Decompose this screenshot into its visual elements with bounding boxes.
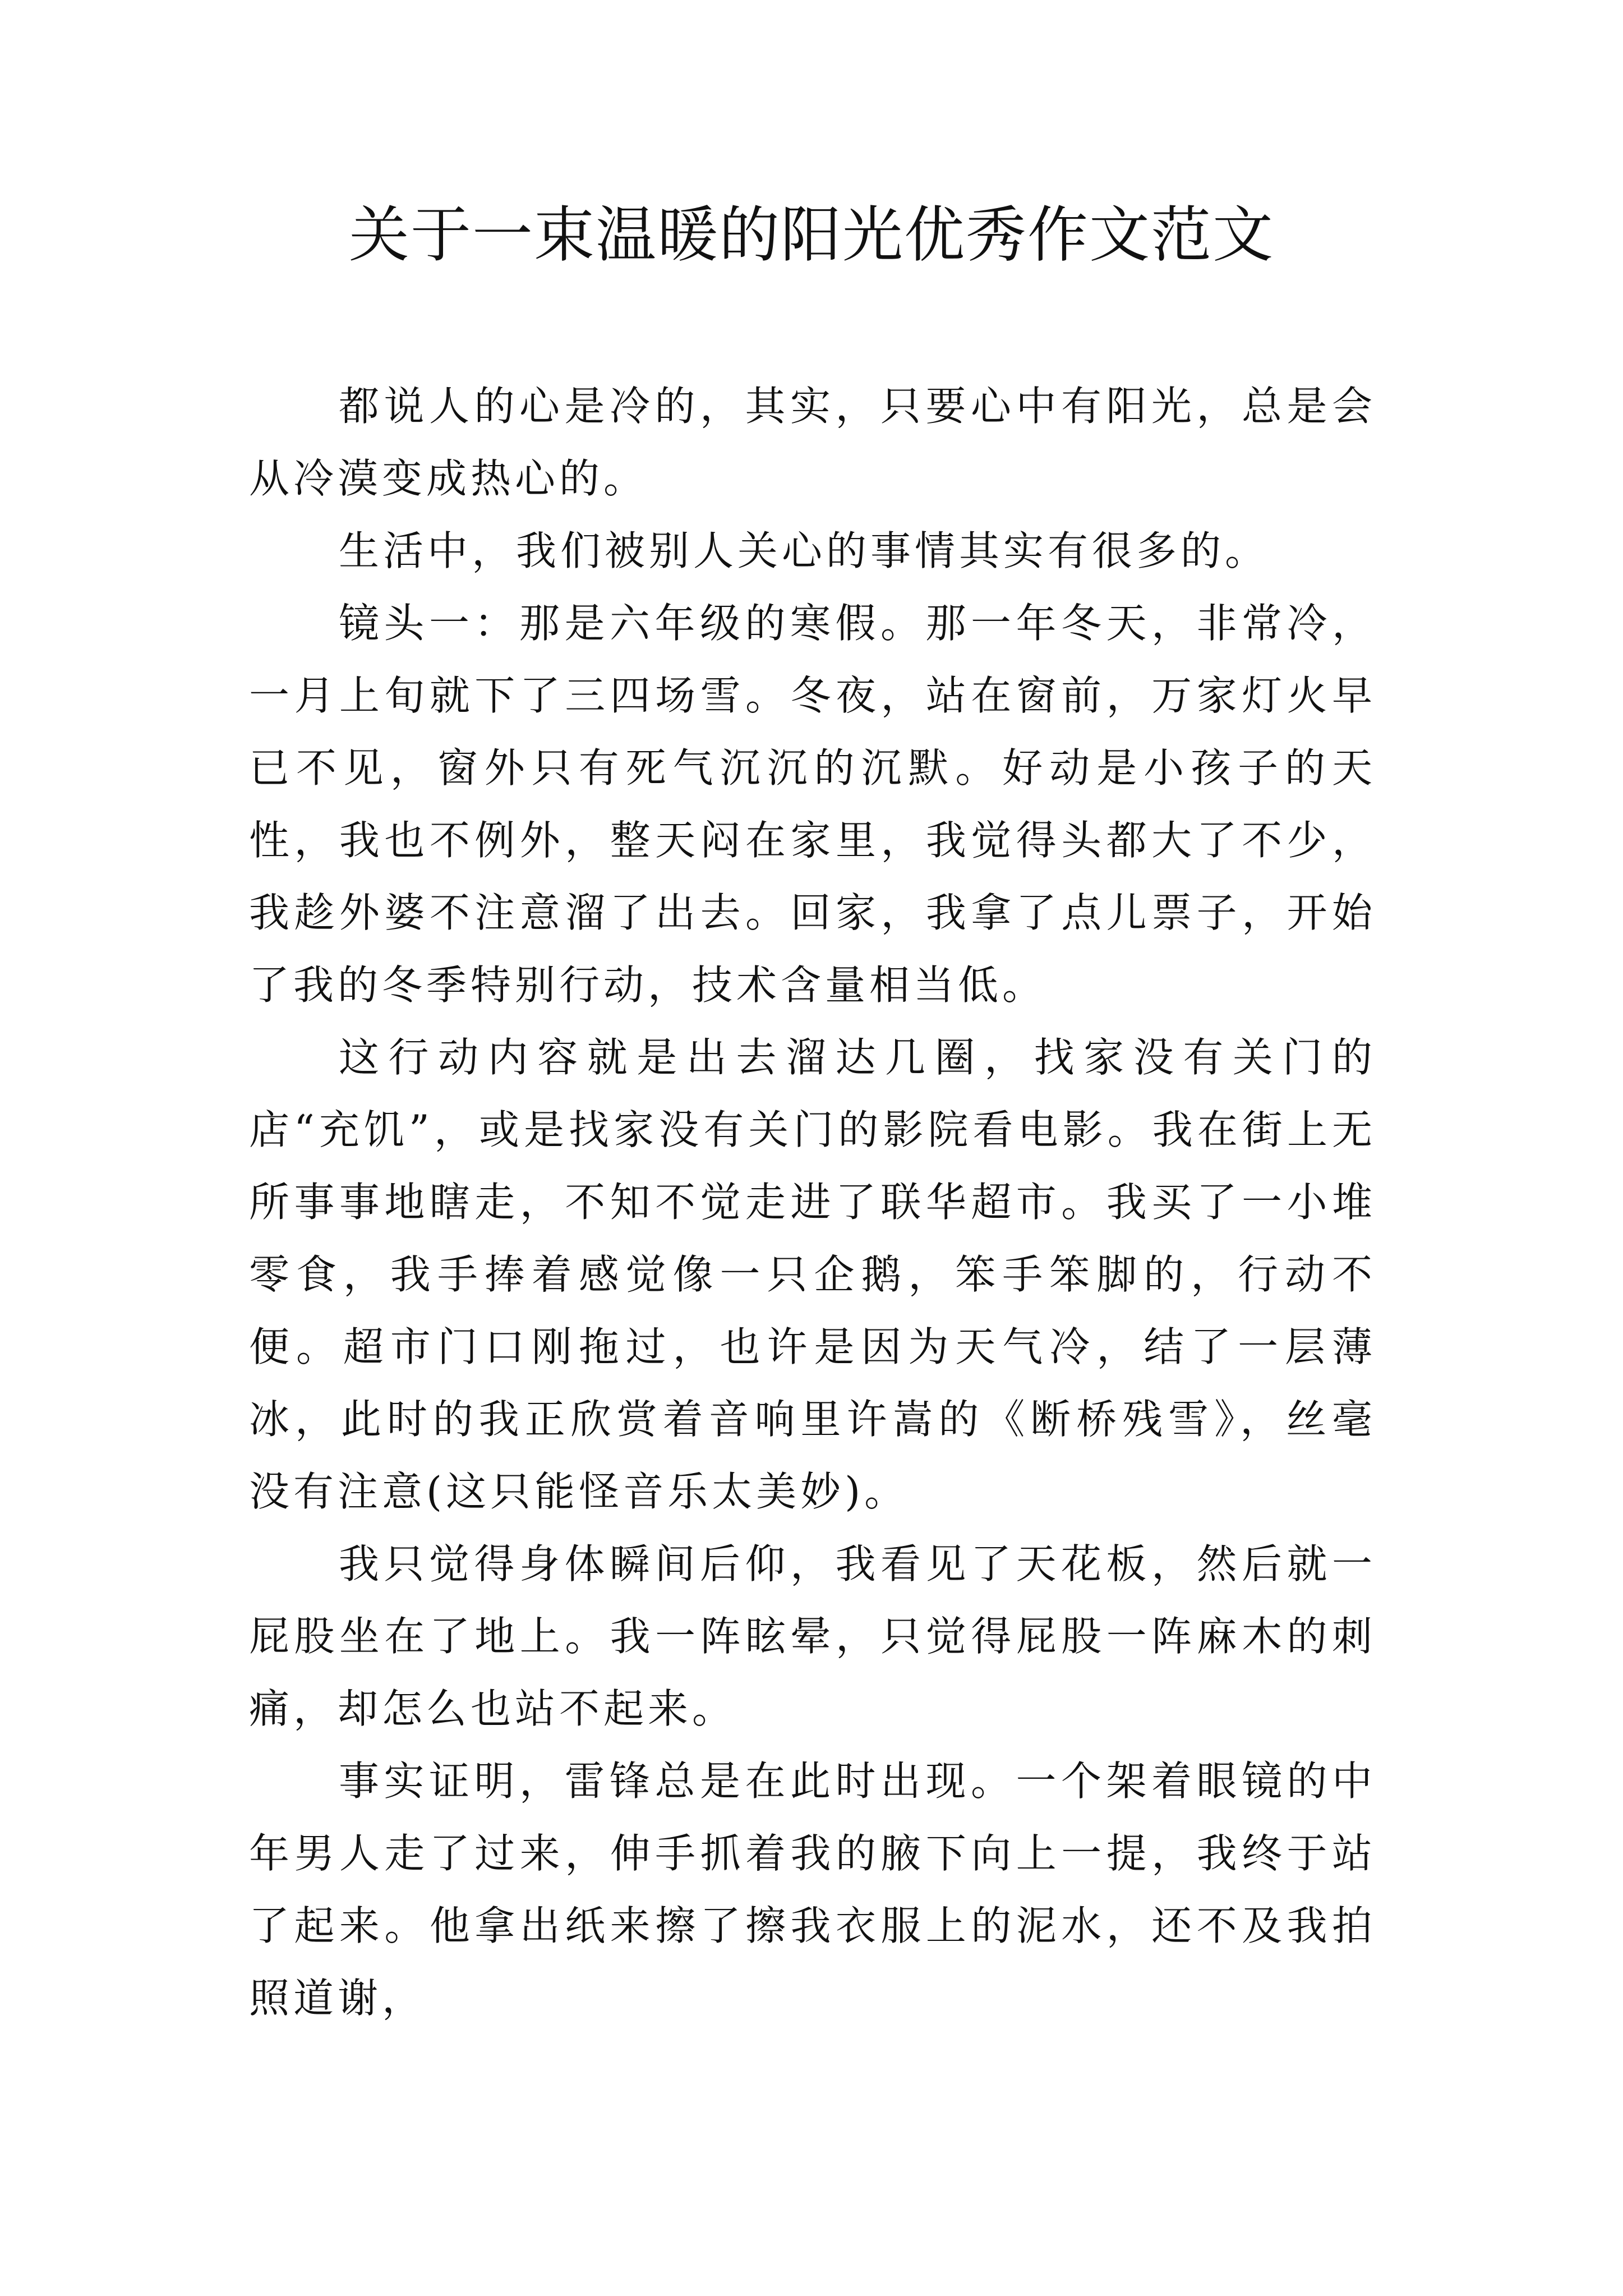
paragraph: 生活中，我们被别人关心的事情其实有很多的。 bbox=[339, 527, 1270, 574]
paragraph: 这行动内容就是出去溜达几圈，找家没有关门的店“充饥”，或是找家没有关门的影院看电影。我在街上无所事事地瞎走，不知不觉走进了联华超市。我买了一小堆零食，我手捧着感觉像一只企鹅，笨手笨脚的，行动不便。超市门口刚拖过，也许是因为天气冷，结了一层薄冰，此时的我正欣赏着音响里许嵩的《断桥残雪》，丝毫没有注意(这只能怪音乐太美妙)。 bbox=[249, 1034, 1376, 1515]
paragraph: 镜头一：那是六年级的寒假。那一年冬天，非常冷，一月上旬就下了三四场雪。冬夜，站在窗前，万家灯火早已不见，窗外只有死气沉沉的沉默。好动是小孩子的天性，我也不例外，整天闷在家里，我觉得头都大了不少，我趁外婆不注意溜了出去。回家，我拿了点儿票子，开始了我的冬季特别行动，技术含量相当低。 bbox=[249, 600, 1376, 1009]
document-title: 关于一束温暖的阳光优秀作文范文 bbox=[348, 200, 1274, 270]
paragraph: 事实证明，雷锋总是在此时出现。一个架着眼镜的中年男人走了过来，伸手抓着我的腋下向上一提，我终于站了起来。他拿出纸来擦了擦我衣服上的泥水，还不及我拍照道谢， bbox=[249, 1757, 1376, 2022]
paragraph: 我只觉得身体瞬间后仰，我看见了天花板，然后就一屁股坐在了地上。我一阵眩晕，只觉得屁股一阵麻木的刺痛，却怎么也站不起来。 bbox=[249, 1540, 1376, 1732]
paragraph: 都说人的心是冷的，其实，只要心中有阳光，总是会从冷漠变成热心的。 bbox=[249, 383, 1376, 502]
document-body bbox=[249, 370, 1376, 2035]
